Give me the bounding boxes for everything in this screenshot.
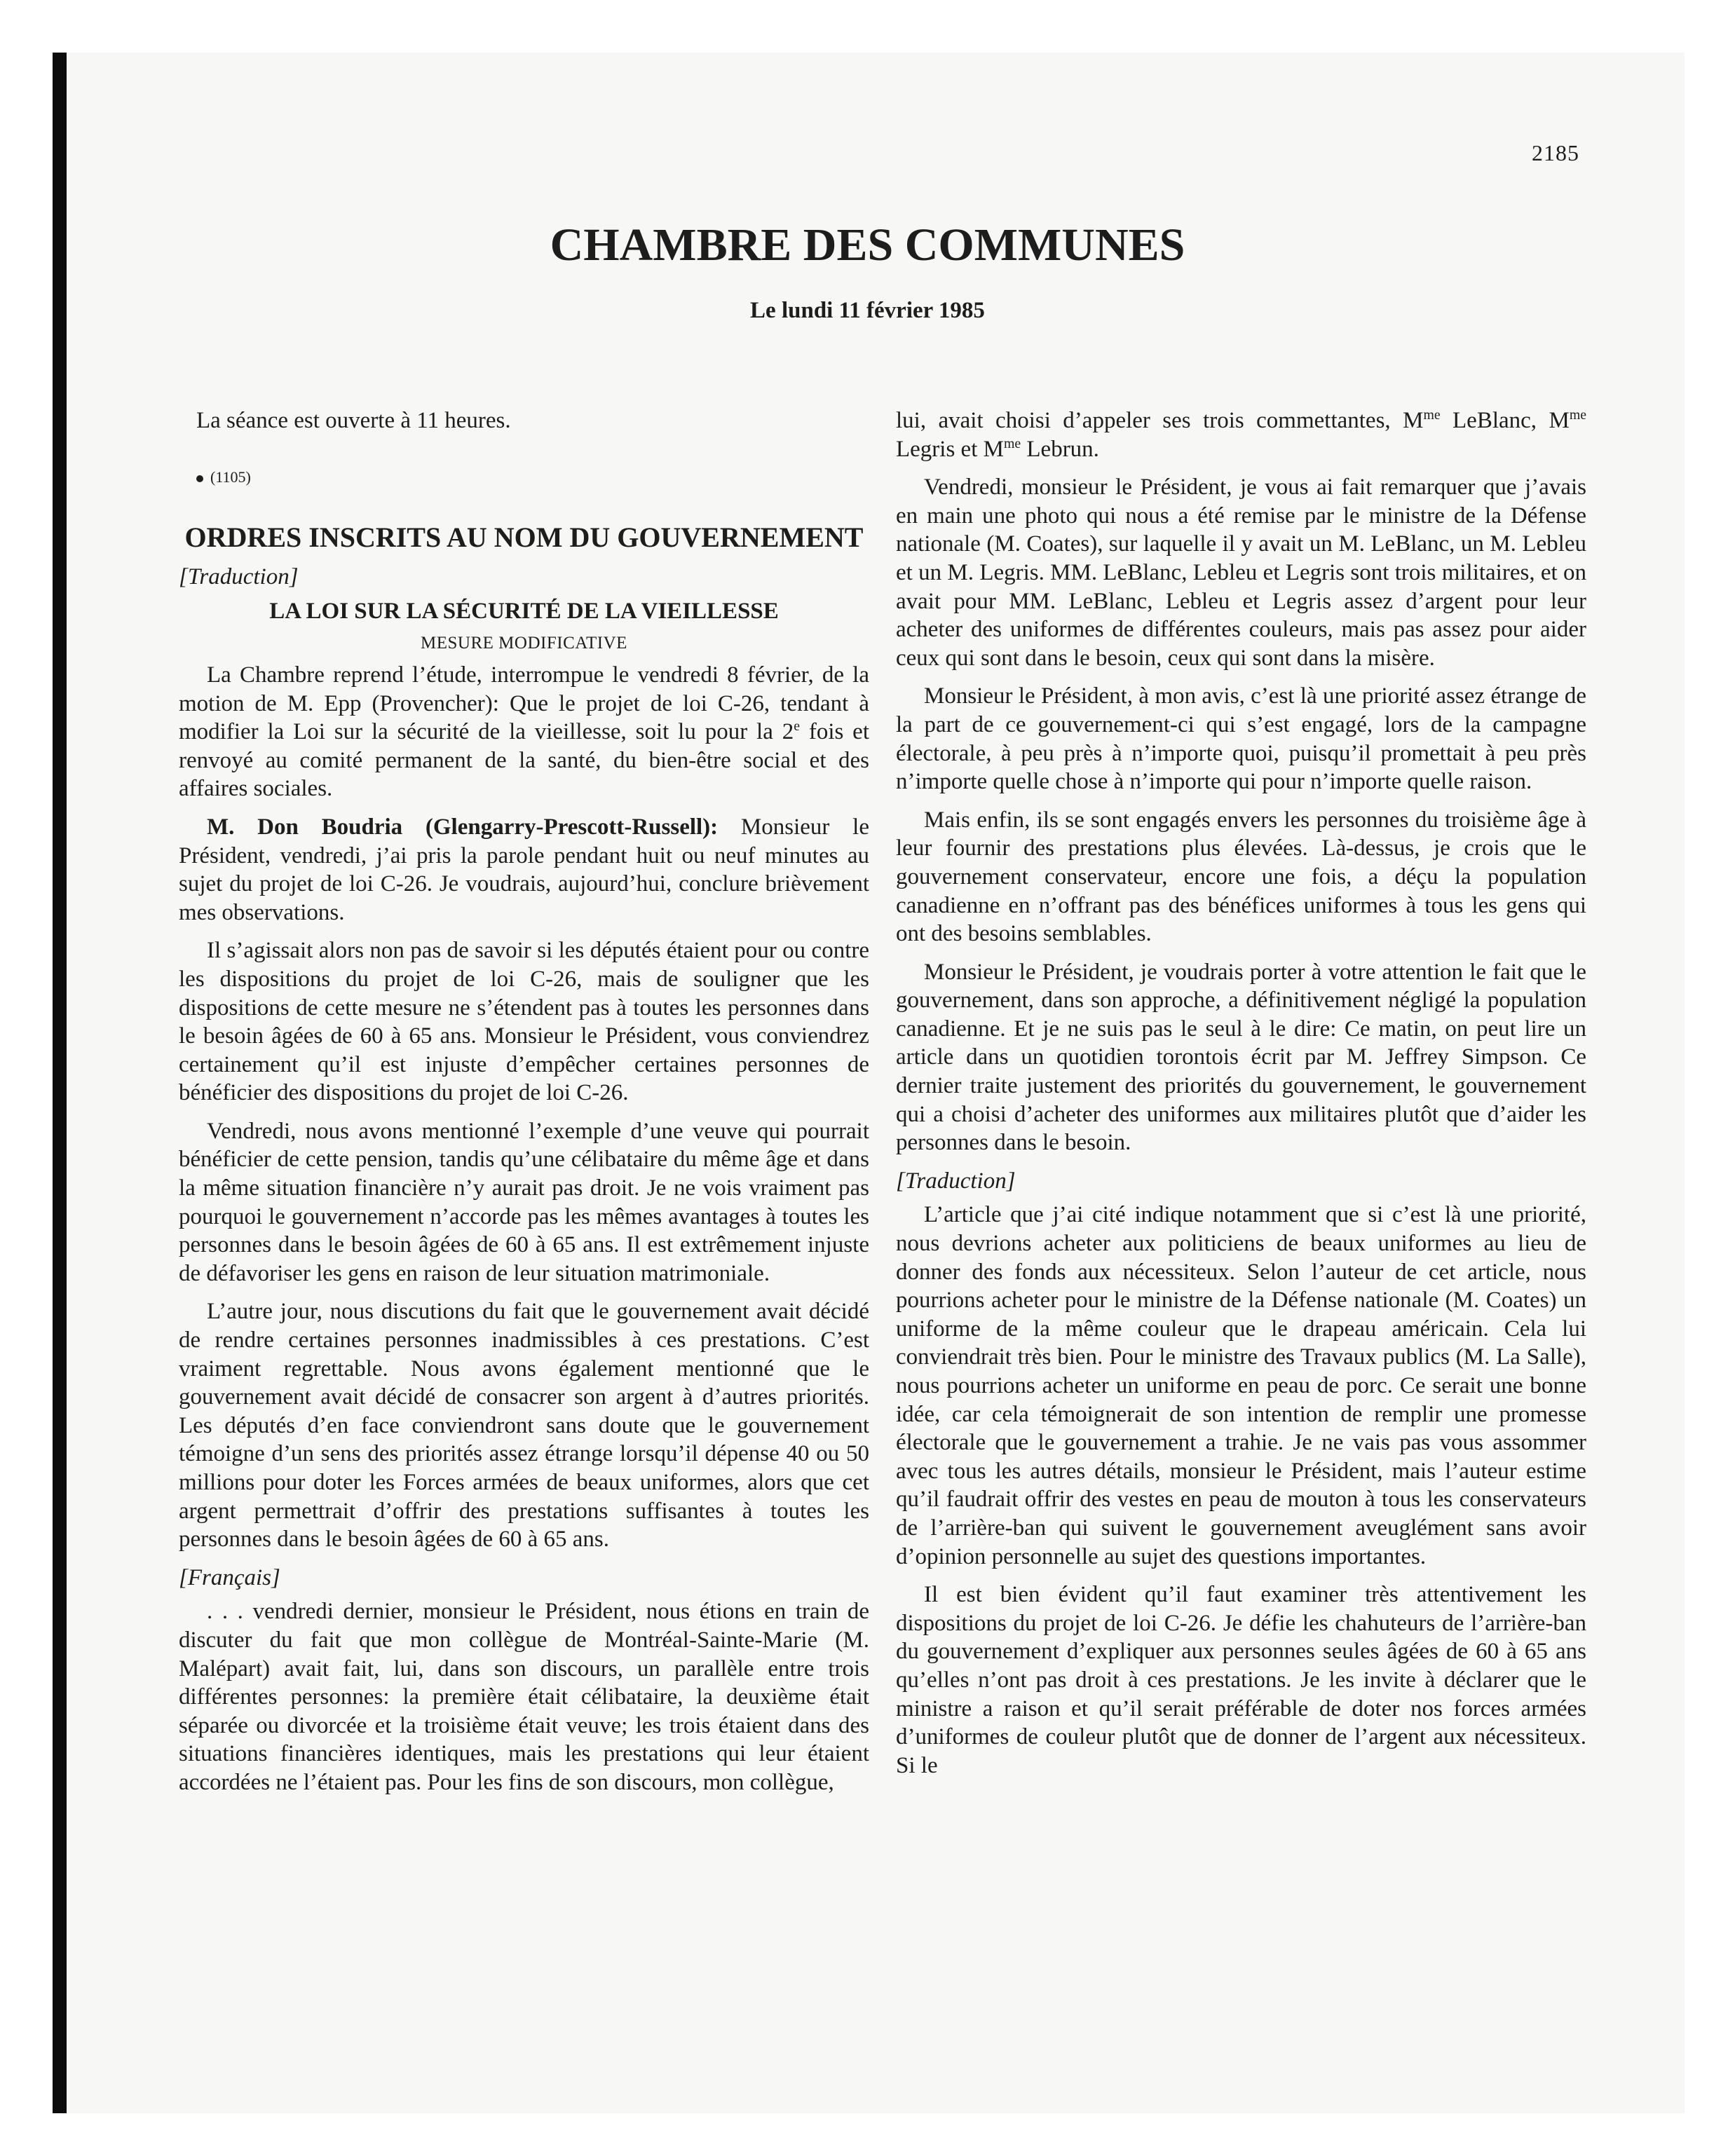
paragraph-text: La Chambre reprend l’étude, interrompue le vendredi 8 février, de la motion de M. Epp (Provencher): Que le projet de loi C-26, tendant à modifier la Loi sur la sécurité de la vieillesse, soit lu pour la 2 (179, 662, 869, 745)
page-title: CHAMBRE DES COMMUNES (550, 219, 1185, 271)
paragraph: L’article que j’ai cité indique notamment que si c’est là une priorité, nous devrions acheter aux politiciens de beaux uniformes au lieu de donner des fonds aux nécessiteux. Selon l’auteur de cet article, nous pourrions acheter pour le ministre de la Défense nationale (M. Coates) un uniforme de la même couleur que le drapeau américain. Cela lui conviendrait très bien. Pour le ministre des Travaux publics (M. La Salle), nous pourrions acheter un uniforme en peau de porc. Ce serait une bonne idée, car cela témoignerait de son intention de remplir une promesse électorale que le gouvernement a trahie. Je ne vais pas vous assommer avec tous les autres détails, monsieur le Président, mais l’auteur estime qu’il faudrait offrir des vestes en peau de mouton à tous les conservateurs de l’arrière-ban qui suivent le gouvernement aveuglément sans avoir d’opinion personnelle au sujet des questions importantes. (896, 1202, 1586, 1569)
paragraph: Mais enfin, ils se sont engagés envers les personnes du troisième âge à leur fournir des prestations plus élevées. Là-dessus, je crois que le gouvernement conservateur, encore une fois, a déçu la population canadienne en n’offrant pas des bénéfices uniformes à tous les gens qui ont des besoins semblables. (896, 807, 1586, 947)
language-tag: [Traduction] (896, 1168, 1016, 1194)
orders-heading: ORDRES INSCRITS AU NOM DU GOUVERNEMENT (184, 521, 864, 554)
paragraph: Il s’agissait alors non pas de savoir si les députés étaient pour ou contre les dispositions du projet de loi C-26, mais de souligner que les dispositions de cette mesure ne s’étendent pas à toutes les personnes dans le besoin âgées de 60 à 65 ans. Monsieur le Président, vous conviendrez certainement qu’il est injuste d’empêcher certaines personnes de bénéficier des dispositions du projet de loi C-26. (179, 938, 869, 1106)
paragraph: Vendredi, monsieur le Président, je vous ai fait remarquer que j’avais en main une photo qui nous a été remise par le ministre de la Défense nationale (M. Coates), sur laquelle il y avait un M. LeBlanc, un M. Lebleu et un M. Legris. MM. LeBlanc, Lebleu et Legris sont trois militaires, et on avait pour MM. LeBlanc, Lebleu et Legris assez d’argent pour leur acheter des uniformes de différentes couleurs, mais pas assez pour aider ceux qui sont dans le besoin, ceux qui sont dans la misère. (896, 475, 1586, 671)
language-tag: [Français] (179, 1564, 280, 1590)
left-column (179, 407, 869, 1807)
paragraph-text: LeBlanc, M (1440, 408, 1570, 433)
paragraph: Monsieur le Président, je voudrais porter à votre attention le fait que le gouvernement, dans son approche, a définitivement négligé la population canadienne. Et je ne suis pas le seul à le dire: Ce matin, on peut lire un article dans un quotidien torontois écrit par M. Jeffrey Simpson. Ce dernier traite justement des priorités du gouvernement, le gouvernement qui a choisi d’acheter des uniformes aux militaires plutôt que d’aider les personnes dans le besoin. (896, 959, 1586, 1156)
paragraph: Vendredi, nous avons mentionné l’exemple d’une veuve qui pourrait bénéficier de cette pension, tandis qu’une célibataire du même âge et dans la même situation financière n’y aurait pas droit. Je ne vois vraiment pas pourquoi le gouvernement n’accorde pas les mêmes avantages à toutes les personnes dans le besoin âgées de 60 à 65 ans. Il est extrêmement injuste de défavoriser les gens en raison de leur situation matrimoniale. (179, 1118, 869, 1286)
paragraph (179, 661, 869, 803)
opening-statement: La séance est ouverte à 11 heures. (196, 408, 511, 433)
paragraph: Monsieur le Président, à mon avis, c’est là une priorité assez étrange de la part de ce gouvernement-ci qui s’est engagé, lors de la campagne électorale, à peu près à n’importe quoi, puisqu’il promettait à peu près n’importe quelle chose à n’importe qui pour n’importe quelle raison. (896, 683, 1586, 795)
paragraph-text: fois et renvoyé au comité permanent de la santé, du bien-être social et des affaires sociales. (179, 719, 869, 802)
paragraph-text: Monsieur le Président, vendredi, j’ai pris la parole pendant huit ou neuf minutes au sujet du projet de loi C-26. Je voudrais, aujourd’hui, conclure brièvement mes observations. (179, 814, 869, 925)
paragraph: L’autre jour, nous discutions du fait que le gouvernement avait décidé de rendre certaines personnes inadmissibles à ces prestations. C’est vraiment regrettable. Nous avons également mentionné que le gouvernement avait décidé de consacrer son argent à d’autres priorités. Les députés d’en face conviendront sans doute que le gouvernement témoigne d’un sens des priorités assez étrange lorsqu’il dépense 40 ou 50 millions pour doter les Forces armées de beaux uniformes, alors que cet argent permettrait d’offrir des prestations suffisantes à toutes les personnes dans le besoin âgées de 60 à 65 ans. (179, 1299, 869, 1553)
paragraph (179, 813, 869, 927)
paragraph (896, 407, 1586, 463)
superscript: me (1569, 407, 1586, 423)
measure-subheading: MESURE MODIFICATIVE (421, 634, 627, 653)
page-number: 2185 (1532, 140, 1579, 165)
language-tag: [Traduction] (179, 564, 299, 590)
sitting-date: Le lundi 11 février 1985 (750, 298, 985, 323)
scanner-edge-strip (53, 53, 67, 2113)
superscript: e (794, 718, 800, 735)
speaker-name: M. Don Boudria (Glengarry-Prescott-Russell): (207, 814, 719, 840)
bill-heading: LA LOI SUR LA SÉCURITÉ DE LA VIEILLESSE (269, 598, 779, 624)
superscript: me (1003, 435, 1021, 451)
paragraph-text: Lebrun. (1021, 436, 1099, 462)
right-column (896, 407, 1586, 1789)
paragraph-text: Legris et M (896, 436, 1004, 462)
timestamp-text: (1105) (210, 468, 251, 486)
paragraph-text: lui, avait choisi d’appeler ses trois commettantes, M (896, 408, 1424, 433)
bullet-icon (196, 475, 203, 482)
paragraph: . . . vendredi dernier, monsieur le Président, nous étions en train de discuter du fait que mon collègue de Montréal-Sainte-Marie (M. Malépart) avait fait, lui, dans son discours, un parallèle entre trois différentes personnes: la première était célibataire, la deuxième était séparée ou divorcée et la troisième était veuve; les trois étaient dans des situations financières identiques, mais les prestations qui leur étaient accordées ne l’étaient pas. Pour les fins de son discours, mon collègue, (179, 1599, 869, 1795)
timestamp-marker (179, 463, 869, 492)
paragraph: Il est bien évident qu’il faut examiner très attentivement les dispositions du projet de loi C-26. Je défie les chahuteurs de l’arrière-ban du gouvernement d’expliquer aux personnes seules âgées de 60 à 65 ans qu’elles n’ont pas droit à ces prestations. Je les invite à déclarer que le ministre a raison et qu’il serait préférable de doter nos forces armées d’uniformes de couleur plutôt que de donner de l’argent aux nécessiteux. Si le (896, 1582, 1586, 1778)
superscript: me (1423, 407, 1441, 423)
